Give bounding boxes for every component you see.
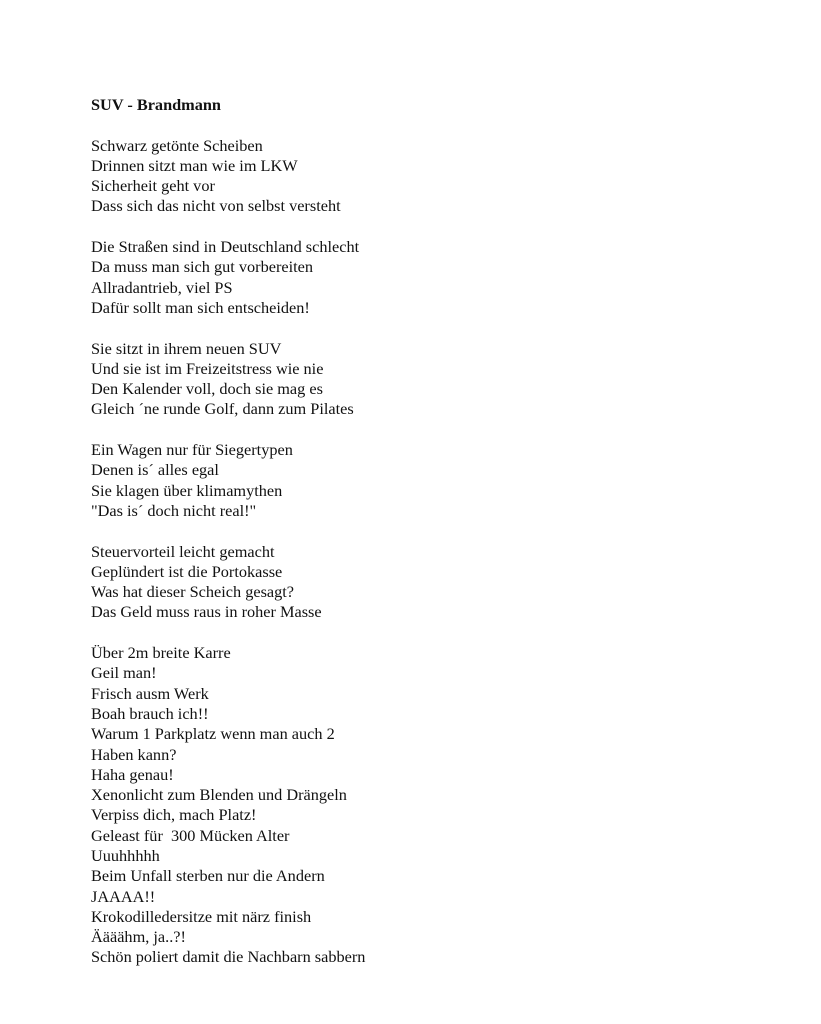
stanza-1 [91, 136, 791, 217]
poem-line: Frisch ausm Werk [91, 683, 209, 703]
poem-line: Dafür sollt man sich entscheiden! [91, 297, 310, 317]
poem-body [91, 95, 791, 988]
poem-line: Drinnen sitzt man wie im LKW [91, 155, 298, 175]
poem-line: Das Geld muss raus in roher Masse [91, 602, 322, 622]
poem-line: Haha genau! [91, 764, 174, 784]
poem-line: Warum 1 Parkplatz wenn man auch 2 [91, 724, 335, 744]
poem-line: Xenonlicht zum Blenden und Drängeln [91, 785, 347, 805]
poem-line: Schön poliert damit die Nachbarn sabbern [91, 947, 366, 967]
poem-line: Boah brauch ich!! [91, 703, 209, 723]
poem-line: Über 2m breite Karre [91, 643, 231, 663]
poem-line: JAAAA!! [91, 886, 156, 906]
stanza-3 [91, 339, 791, 420]
poem-line: Den Kalender voll, doch sie mag es [91, 379, 323, 399]
poem-line: Denen is´ alles egal [91, 460, 219, 480]
poem-line: Sicherheit geht vor [91, 176, 215, 196]
poem-line: Sie sitzt in ihrem neuen SUV [91, 338, 282, 358]
poem-line: Sie klagen über klimamythen [91, 480, 283, 500]
poem-line: Krokodilledersitze mit närz finish [91, 906, 312, 926]
poem-line: Was hat dieser Scheich gesagt? [91, 582, 295, 602]
poem-line: Äääähm, ja..?! [91, 927, 186, 947]
stanza-2 [91, 237, 791, 318]
poem-line: Steuervorteil leicht gemacht [91, 541, 275, 561]
poem-line: Haben kann? [91, 744, 177, 764]
stanza-5 [91, 542, 791, 623]
poem-line: Geplündert ist die Portokasse [91, 561, 283, 581]
poem-line: Gleich ´ne runde Golf, dann zum Pilates [91, 399, 354, 419]
poem-line: "Das is´ doch nicht real!" [91, 500, 257, 520]
poem-line: Ein Wagen nur für Siegertypen [91, 440, 293, 460]
stanza-6 [91, 643, 791, 968]
poem-line: Uuuhhhhh [91, 845, 160, 865]
poem-line: Allradantrieb, viel PS [91, 277, 233, 297]
poem-line: Dass sich das nicht von selbst versteht [91, 196, 341, 216]
poem-line: Da muss man sich gut vorbereiten [91, 257, 314, 277]
poem-line: Geil man! [91, 663, 157, 683]
poem-line: Geleast für 300 Mücken Alter [91, 825, 290, 845]
poem-line: Verpiss dich, mach Platz! [91, 805, 257, 825]
poem-title: SUV - Brandmann [91, 95, 221, 114]
poem-line: Die Straßen sind in Deutschland schlecht [91, 237, 360, 257]
poem-line: Schwarz getönte Scheiben [91, 135, 263, 155]
stanza-4 [91, 440, 791, 521]
poem-line: Und sie ist im Freizeitstress wie nie [91, 358, 324, 378]
poem-line: Beim Unfall sterben nur die Andern [91, 866, 325, 886]
